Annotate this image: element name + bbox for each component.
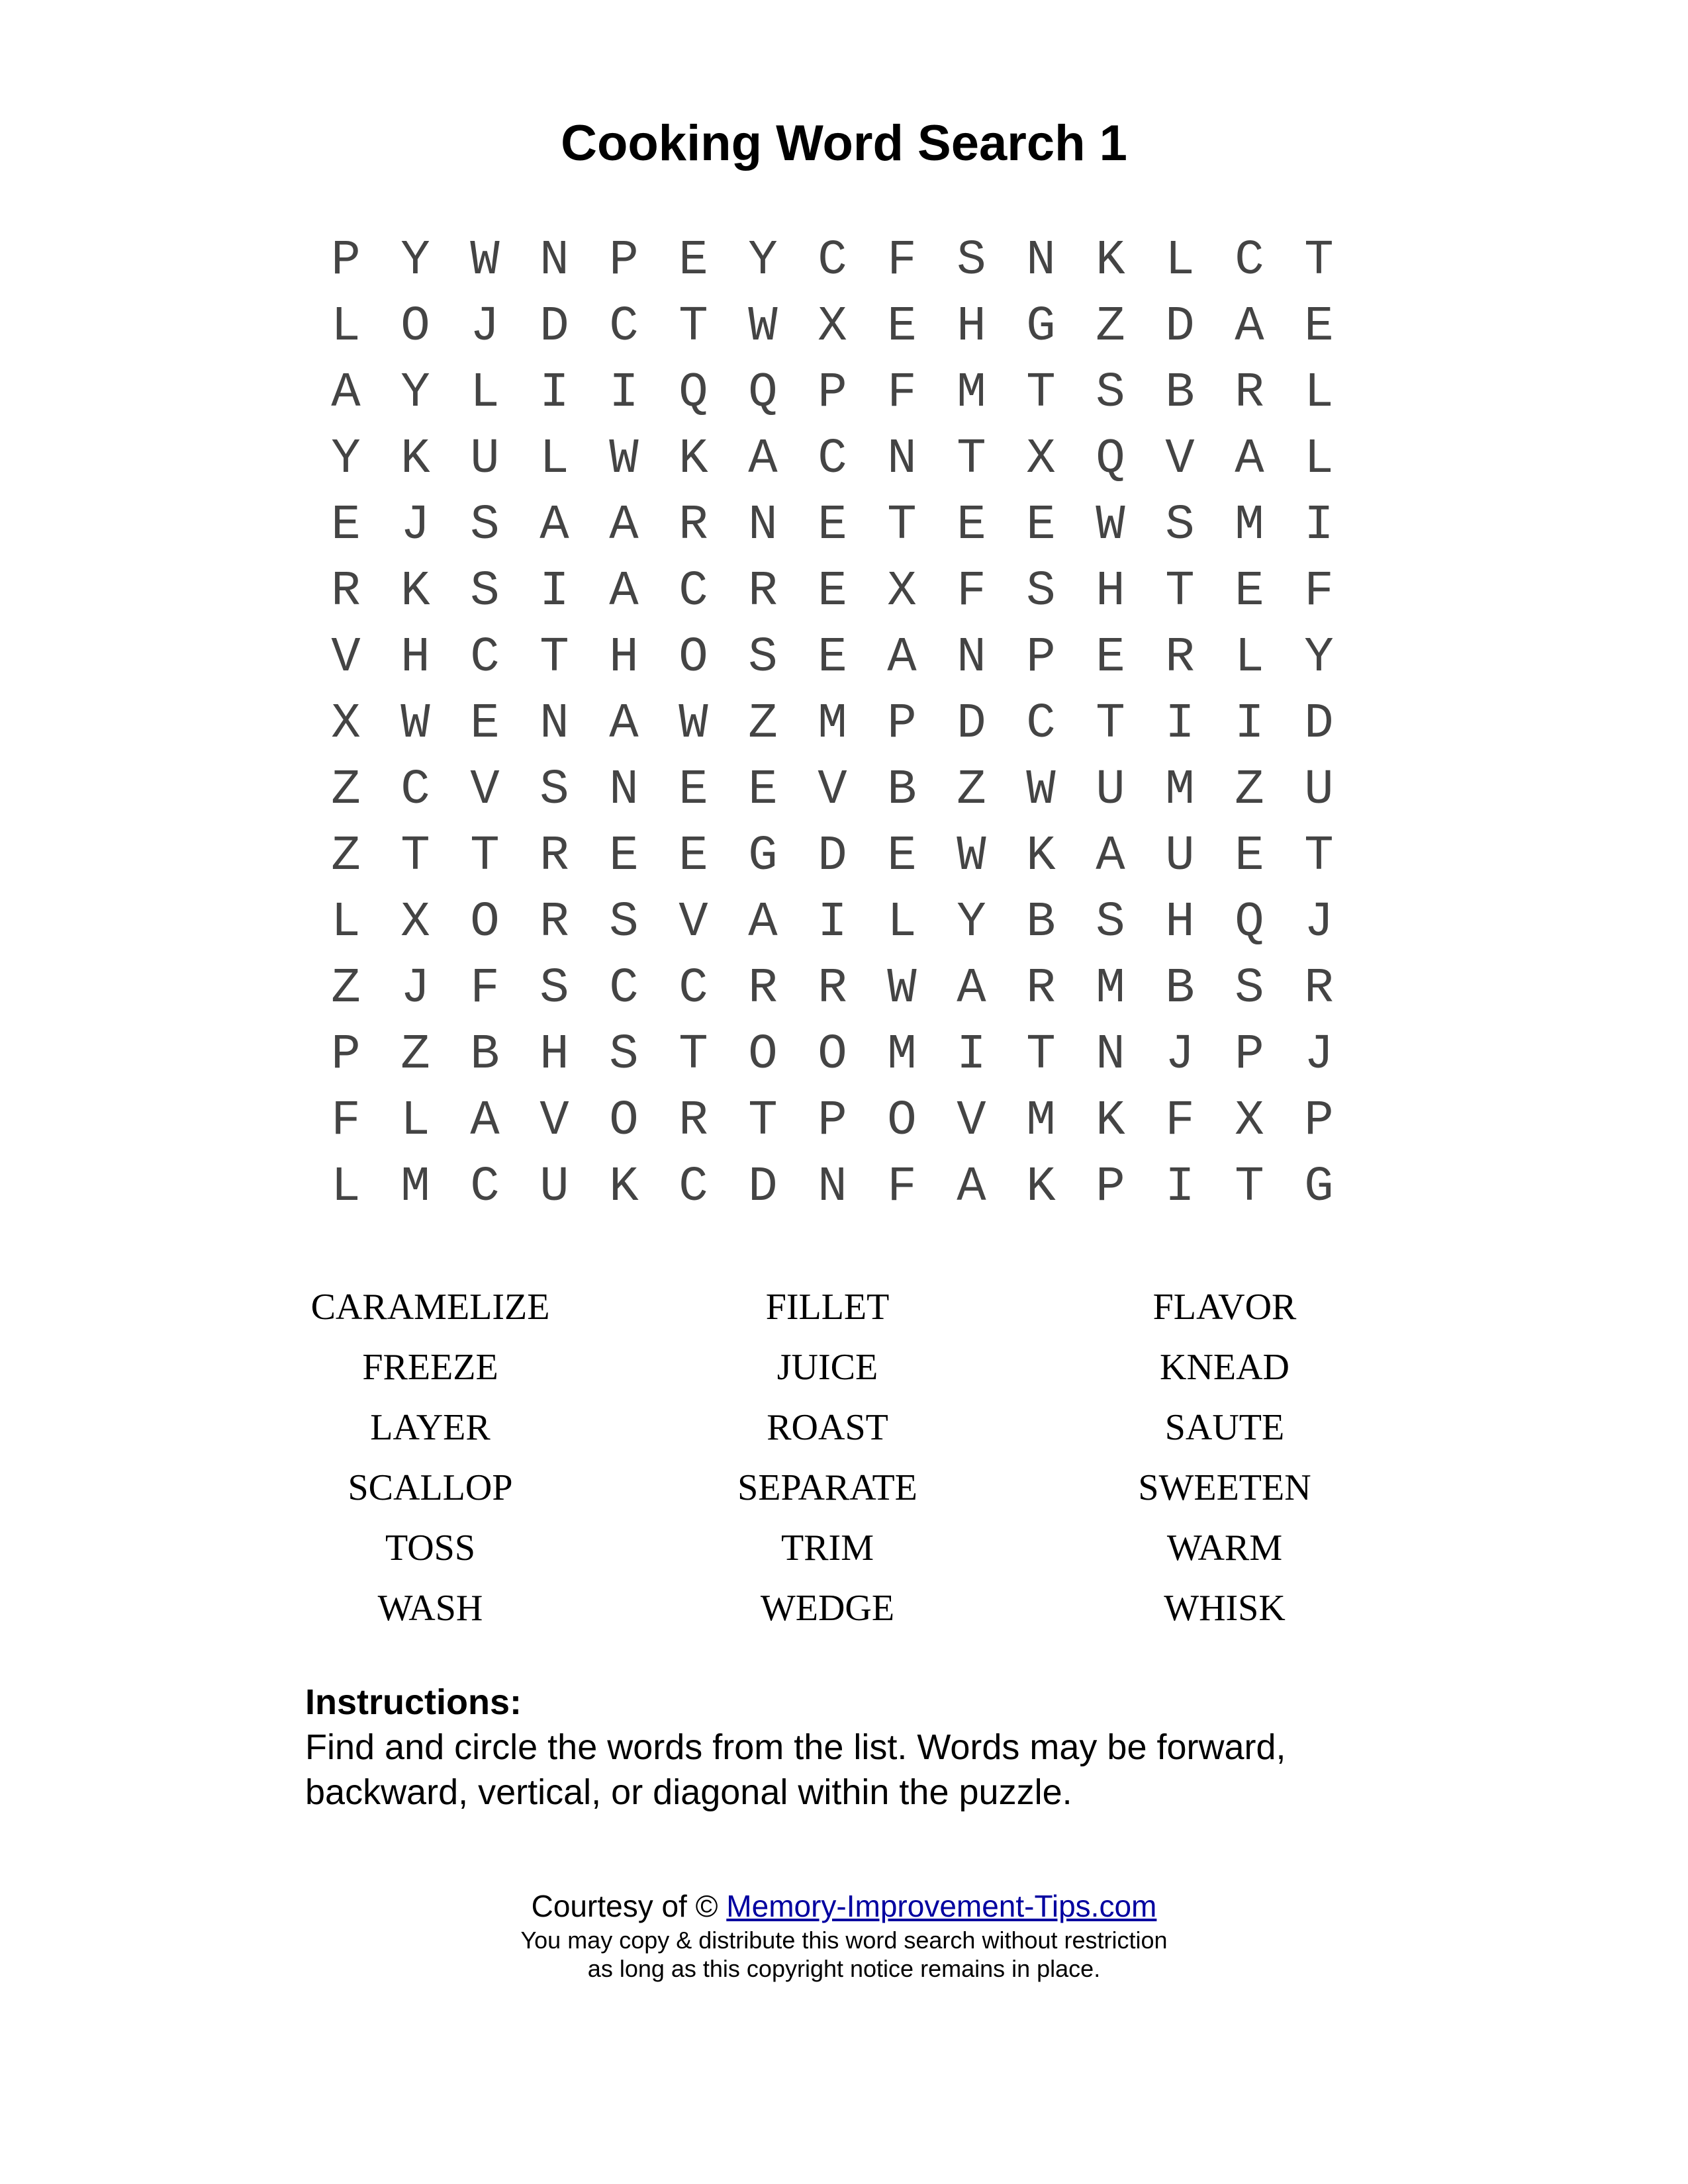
grid-cell: H xyxy=(609,630,639,686)
grid-cell: T xyxy=(470,829,500,884)
grid-cell: O xyxy=(609,1093,639,1149)
grid-cell: L xyxy=(1165,233,1195,289)
grid-cell: I xyxy=(1235,696,1264,752)
grid-cell: L xyxy=(400,1093,430,1149)
grid-cell: W xyxy=(748,299,778,355)
grid-cell: R xyxy=(818,961,847,1017)
grid-cell: T xyxy=(1304,233,1334,289)
grid-cell: K xyxy=(609,1160,639,1215)
grid-cell: M xyxy=(957,365,986,421)
grid-cell: T xyxy=(539,630,569,686)
word-list-item: JUICE xyxy=(776,1347,878,1388)
grid-cell: T xyxy=(679,1027,708,1083)
grid-cell: O xyxy=(400,299,430,355)
grid-cell: Z xyxy=(1096,299,1125,355)
grid-cell: T xyxy=(679,299,708,355)
grid-cell: W xyxy=(400,696,430,752)
grid-cell: U xyxy=(1096,762,1125,818)
grid-cell: Q xyxy=(748,365,778,421)
grid-cell: E xyxy=(748,762,778,818)
grid-cell: O xyxy=(679,630,708,686)
grid-cell: L xyxy=(331,299,361,355)
grid-cell: E xyxy=(679,829,708,884)
grid-cell: A xyxy=(1096,829,1125,884)
grid-cell: M xyxy=(818,696,847,752)
grid-cell: J xyxy=(400,498,430,553)
grid-cell: Z xyxy=(1235,762,1264,818)
grid-cell: L xyxy=(1304,432,1334,487)
grid-cell: T xyxy=(1026,365,1056,421)
grid-cell: V xyxy=(331,630,361,686)
grid-cell: S xyxy=(1026,564,1056,619)
grid-cell: E xyxy=(818,630,847,686)
grid-cell: H xyxy=(1165,895,1195,950)
grid-cell: N xyxy=(887,432,917,487)
grid-cell: E xyxy=(679,233,708,289)
grid-cell: X xyxy=(1235,1093,1264,1149)
grid-cell: N xyxy=(539,233,569,289)
grid-cell: O xyxy=(748,1027,778,1083)
grid-cell: T xyxy=(1304,829,1334,884)
grid-cell: Y xyxy=(748,233,778,289)
grid-cell: Y xyxy=(957,895,986,950)
word-list-item: SEPARATE xyxy=(737,1467,917,1508)
grid-cell: T xyxy=(748,1093,778,1149)
grid-cell: P xyxy=(818,365,847,421)
word-list-item: FLAVOR xyxy=(1152,1287,1297,1328)
grid-cell: L xyxy=(1304,365,1334,421)
word-list-item: FREEZE xyxy=(362,1347,498,1388)
grid-cell: L xyxy=(887,895,917,950)
grid-cell: K xyxy=(1096,1093,1125,1149)
grid-cell: C xyxy=(679,564,708,619)
grid-cell: A xyxy=(331,365,361,421)
grid-cell: Z xyxy=(331,961,361,1017)
grid-cell: E xyxy=(818,564,847,619)
grid-cell: S xyxy=(748,630,778,686)
grid-cell: W xyxy=(679,696,708,752)
grid-cell: F xyxy=(887,1160,917,1215)
grid-cell: H xyxy=(539,1027,569,1083)
grid-cell: L xyxy=(539,432,569,487)
grid-cell: R xyxy=(1026,961,1056,1017)
grid-cell: S xyxy=(1096,895,1125,950)
grid-cell: J xyxy=(1165,1027,1195,1083)
grid-cell: S xyxy=(1235,961,1264,1017)
grid-cell: Y xyxy=(1304,630,1334,686)
grid-cell: M xyxy=(1026,1093,1056,1149)
grid-cell: T xyxy=(887,498,917,553)
grid-cell: C xyxy=(679,1160,708,1215)
grid-cell: R xyxy=(679,1093,708,1149)
word-list-item: TRIM xyxy=(781,1527,874,1569)
grid-cell: O xyxy=(470,895,500,950)
grid-cell: E xyxy=(818,498,847,553)
grid-cell: E xyxy=(957,498,986,553)
word-search-grid xyxy=(311,228,1354,1220)
grid-cell: A xyxy=(1235,299,1264,355)
word-list-item: ROAST xyxy=(767,1407,888,1448)
grid-cell: T xyxy=(1235,1160,1264,1215)
grid-cell: I xyxy=(1165,1160,1195,1215)
grid-cell: O xyxy=(818,1027,847,1083)
grid-cell: M xyxy=(1165,762,1195,818)
grid-cell: R xyxy=(679,498,708,553)
grid-cell: L xyxy=(331,895,361,950)
grid-cell: E xyxy=(609,829,639,884)
grid-cell: V xyxy=(1165,432,1195,487)
grid-cell: B xyxy=(1026,895,1056,950)
grid-cell: Q xyxy=(679,365,708,421)
grid-cell: V xyxy=(957,1093,986,1149)
grid-cell: K xyxy=(679,432,708,487)
grid-cell: U xyxy=(1165,829,1195,884)
site-link[interactable]: Memory-Improvement-Tips.com xyxy=(726,1889,1157,1923)
footer xyxy=(0,1886,1688,1983)
grid-cell: T xyxy=(1026,1027,1056,1083)
grid-cell: D xyxy=(1304,696,1334,752)
page-title: Cooking Word Search 1 xyxy=(561,115,1127,171)
grid-cell: R xyxy=(1235,365,1264,421)
courtesy-prefix: Courtesy of © xyxy=(531,1889,727,1923)
word-list xyxy=(232,1277,1423,1639)
grid-cell: X xyxy=(1026,432,1056,487)
grid-cell: E xyxy=(331,498,361,553)
grid-cell: K xyxy=(1096,233,1125,289)
grid-cell: A xyxy=(957,1160,986,1215)
grid-cell: F xyxy=(331,1093,361,1149)
grid-cell: Q xyxy=(1235,895,1264,950)
grid-cell: U xyxy=(1304,762,1334,818)
grid-cell: I xyxy=(609,365,639,421)
grid-cell: V xyxy=(679,895,708,950)
grid-cell: M xyxy=(400,1160,430,1215)
grid-cell: K xyxy=(400,564,430,619)
grid-cell: F xyxy=(957,564,986,619)
grid-cell: V xyxy=(539,1093,569,1149)
grid-cell: Z xyxy=(331,762,361,818)
grid-cell: J xyxy=(470,299,500,355)
grid-cell: C xyxy=(609,299,639,355)
grid-cell: S xyxy=(609,895,639,950)
grid-cell: I xyxy=(818,895,847,950)
instructions-text: Find and circle the words from the list. Words may be forward, backward, vertical, or diagonal within the puzzle. xyxy=(305,1727,1286,1812)
grid-cell: I xyxy=(1304,498,1334,553)
courtesy-line xyxy=(0,1886,1688,1926)
grid-cell: N xyxy=(609,762,639,818)
grid-cell: K xyxy=(1026,1160,1056,1215)
grid-cell: Z xyxy=(400,1027,430,1083)
grid-cell: J xyxy=(1304,895,1334,950)
instructions-heading: Instructions: xyxy=(305,1682,522,1722)
grid-cell: N xyxy=(1096,1027,1125,1083)
grid-cell: E xyxy=(1235,564,1264,619)
word-list-item: SAUTE xyxy=(1164,1407,1285,1448)
grid-cell: S xyxy=(539,762,569,818)
grid-cell: W xyxy=(470,233,500,289)
grid-cell: D xyxy=(957,696,986,752)
grid-cell: P xyxy=(609,233,639,289)
grid-cell: E xyxy=(1304,299,1334,355)
grid-cell: M xyxy=(887,1027,917,1083)
grid-cell: A xyxy=(748,895,778,950)
grid-cell: A xyxy=(1235,432,1264,487)
grid-cell: N xyxy=(748,498,778,553)
grid-cell: R xyxy=(1304,961,1334,1017)
grid-cell: C xyxy=(470,1160,500,1215)
grid-cell: B xyxy=(470,1027,500,1083)
grid-cell: F xyxy=(887,233,917,289)
grid-cell: A xyxy=(539,498,569,553)
grid-cell: P xyxy=(1304,1093,1334,1149)
grid-cell: L xyxy=(1235,630,1264,686)
grid-cell: M xyxy=(1235,498,1264,553)
grid-cell: N xyxy=(818,1160,847,1215)
grid-cell: B xyxy=(1165,961,1195,1017)
grid-cell: C xyxy=(818,233,847,289)
grid-cell: W xyxy=(957,829,986,884)
grid-cell: J xyxy=(400,961,430,1017)
grid-cell: E xyxy=(679,762,708,818)
grid-cell: T xyxy=(1096,696,1125,752)
grid-cell: A xyxy=(609,498,639,553)
grid-cell: S xyxy=(539,961,569,1017)
grid-cell: I xyxy=(957,1027,986,1083)
grid-cell: I xyxy=(539,564,569,619)
grid-cell: P xyxy=(331,233,361,289)
grid-cell: D xyxy=(818,829,847,884)
grid-cell: F xyxy=(1304,564,1334,619)
grid-cell: R xyxy=(539,829,569,884)
word-list-item: SCALLOP xyxy=(348,1467,513,1508)
grid-cell: I xyxy=(539,365,569,421)
word-list-item: WASH xyxy=(377,1588,483,1629)
grid-cell: C xyxy=(1235,233,1264,289)
grid-cell: B xyxy=(1165,365,1195,421)
grid-cell: L xyxy=(470,365,500,421)
grid-cell: M xyxy=(1096,961,1125,1017)
grid-cell: P xyxy=(818,1093,847,1149)
grid-cell: S xyxy=(609,1027,639,1083)
grid-cell: X xyxy=(887,564,917,619)
grid-cell: N xyxy=(1026,233,1056,289)
grid-cell: I xyxy=(1165,696,1195,752)
grid-cell: F xyxy=(1165,1093,1195,1149)
grid-cell: U xyxy=(470,432,500,487)
grid-cell: Y xyxy=(400,365,430,421)
grid-cell: A xyxy=(470,1093,500,1149)
grid-cell: G xyxy=(748,829,778,884)
grid-cell: Q xyxy=(1096,432,1125,487)
word-list-item: WEDGE xyxy=(760,1588,895,1629)
grid-cell: T xyxy=(957,432,986,487)
grid-cell: P xyxy=(1096,1160,1125,1215)
grid-cell: S xyxy=(1165,498,1195,553)
word-list-item: WHISK xyxy=(1164,1588,1286,1629)
grid-cell: A xyxy=(748,432,778,487)
grid-cell: C xyxy=(818,432,847,487)
grid-cell: K xyxy=(1026,829,1056,884)
grid-cell: P xyxy=(1235,1027,1264,1083)
grid-cell: H xyxy=(400,630,430,686)
grid-cell: K xyxy=(400,432,430,487)
grid-cell: Z xyxy=(748,696,778,752)
grid-cell: G xyxy=(1304,1160,1334,1215)
grid-cell: X xyxy=(818,299,847,355)
grid-cell: D xyxy=(539,299,569,355)
grid-cell: D xyxy=(748,1160,778,1215)
grid-cell: T xyxy=(400,829,430,884)
grid-cell: O xyxy=(887,1093,917,1149)
grid-cell: Z xyxy=(957,762,986,818)
copyright-notice-line-2: as long as this copyright notice remains in place. xyxy=(587,1955,1101,1982)
grid-cell: C xyxy=(470,630,500,686)
grid-cell: H xyxy=(957,299,986,355)
grid-cell: E xyxy=(1026,498,1056,553)
grid-cell: E xyxy=(1235,829,1264,884)
grid-cell: C xyxy=(609,961,639,1017)
grid-cell: C xyxy=(1026,696,1056,752)
grid-cell: Y xyxy=(400,233,430,289)
grid-cell: E xyxy=(887,299,917,355)
grid-cell: V xyxy=(818,762,847,818)
grid-cell: J xyxy=(1304,1027,1334,1083)
grid-cell: P xyxy=(331,1027,361,1083)
grid-cell: N xyxy=(957,630,986,686)
grid-cell: C xyxy=(679,961,708,1017)
grid-cell: R xyxy=(331,564,361,619)
grid-cell: F xyxy=(470,961,500,1017)
grid-cell: X xyxy=(400,895,430,950)
grid-cell: H xyxy=(1096,564,1125,619)
grid-cell: A xyxy=(887,630,917,686)
instructions xyxy=(305,1680,1430,1815)
grid-cell: R xyxy=(539,895,569,950)
grid-cell: E xyxy=(1096,630,1125,686)
word-list-item: TOSS xyxy=(385,1527,475,1569)
grid-cell: Y xyxy=(331,432,361,487)
grid-cell: U xyxy=(539,1160,569,1215)
grid-cell: V xyxy=(470,762,500,818)
word-list-item: FILLET xyxy=(765,1287,890,1328)
word-list-item: LAYER xyxy=(370,1407,491,1448)
word-list-item: CARAMELIZE xyxy=(310,1287,550,1328)
grid-cell: W xyxy=(609,432,639,487)
word-list-item: WARM xyxy=(1166,1527,1283,1569)
grid-cell: C xyxy=(400,762,430,818)
grid-cell: S xyxy=(470,564,500,619)
grid-cell: R xyxy=(748,961,778,1017)
grid-cell: W xyxy=(1026,762,1056,818)
grid-cell: B xyxy=(887,762,917,818)
grid-cell: A xyxy=(609,564,639,619)
grid-cell: T xyxy=(1165,564,1195,619)
grid-cell: E xyxy=(470,696,500,752)
grid-cell: S xyxy=(1096,365,1125,421)
grid-cell: A xyxy=(609,696,639,752)
grid-cell: P xyxy=(1026,630,1056,686)
grid-cell: E xyxy=(887,829,917,884)
word-list-item: SWEETEN xyxy=(1138,1467,1311,1508)
grid-cell: D xyxy=(1165,299,1195,355)
grid-cell: R xyxy=(1165,630,1195,686)
grid-cell: A xyxy=(957,961,986,1017)
grid-cell: P xyxy=(887,696,917,752)
grid-cell: L xyxy=(331,1160,361,1215)
copyright-notice-line-1: You may copy & distribute this word search without restriction xyxy=(520,1927,1168,1954)
grid-cell: N xyxy=(539,696,569,752)
grid-cell: Z xyxy=(331,829,361,884)
word-list-item: KNEAD xyxy=(1160,1347,1289,1388)
grid-cell: S xyxy=(957,233,986,289)
grid-cell: R xyxy=(748,564,778,619)
grid-cell: W xyxy=(887,961,917,1017)
grid-cell: F xyxy=(887,365,917,421)
grid-cell: W xyxy=(1096,498,1125,553)
grid-cell: X xyxy=(331,696,361,752)
grid-cell: G xyxy=(1026,299,1056,355)
grid-cell: S xyxy=(470,498,500,553)
